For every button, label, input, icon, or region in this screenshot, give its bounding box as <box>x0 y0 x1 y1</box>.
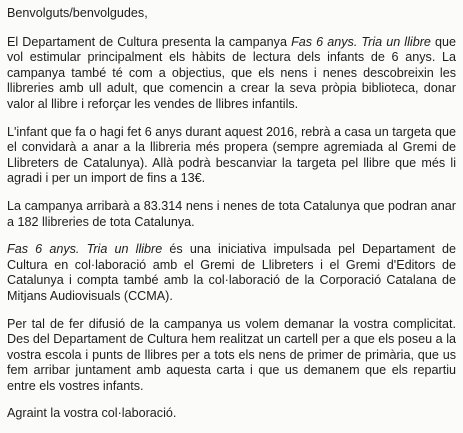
collaboration-text: és una iniciativa impulsada pel Departament de Cultura en col·laboració amb el Gremi de Llibreters i el Gremi d'Editors de Catalunya i compta també amb la col·laboració de la Corporació Catalana de Mitjans Audiovisuals (CCMA). <box>7 242 457 303</box>
campaign-name: Fas 6 anys. Tria un llibre <box>291 34 431 49</box>
campaign-name-repeat: Fas 6 anys. Tria un llibre <box>7 242 163 257</box>
paragraph-request: Per tal de fer difusió de la campanya us volem demanar la vostra complicitat. Des del Departament de Cultura hem realitzat un cartell per a que els poseu a la vostra escola i punts de llibres per a tots els nens de primer de primària, que us fem arribar juntament amb aquesta carta i que us demanem que els repartiu entre els vostres infants. <box>7 316 456 393</box>
paragraph-card-details: L'infant que fa o hagi fet 6 anys durant aquest 2016, rebrà a casa un targeta que el convidarà a anar a la llibreria més propera (sempre agremiada al Gremi de Llibreters de Catalunya). Allà podrà bescanviar la targeta pel llibre que més li agradi i per un import de fins a 13€. <box>7 124 456 186</box>
intro-text-rest: que vol estimular principalment els hàbits de lectura dels infants de 6 anys. La campanya també té com a objectius, que els nens i nenes descobreixin les llibreries amb ull adult, que comencin a crear la seva pròpia biblioteca, donar valor al llibre i reforçar les vendes de llibres infantils. <box>7 34 456 111</box>
paragraph-collaboration <box>7 242 456 304</box>
intro-text-start: El Departament de Cultura presenta la campanya <box>7 34 292 49</box>
letter-greeting: Benvolguts/benvolgudes, <box>7 6 148 20</box>
paragraph-campaign-intro <box>7 35 456 113</box>
letter-closing: Agraint la vostra col·laboració. <box>7 406 177 421</box>
paragraph-reach: La campanya arribarà a 83.314 nens i nenes de tota Catalunya que podran anar a 182 llibreries de tota Catalunya. <box>7 198 456 229</box>
